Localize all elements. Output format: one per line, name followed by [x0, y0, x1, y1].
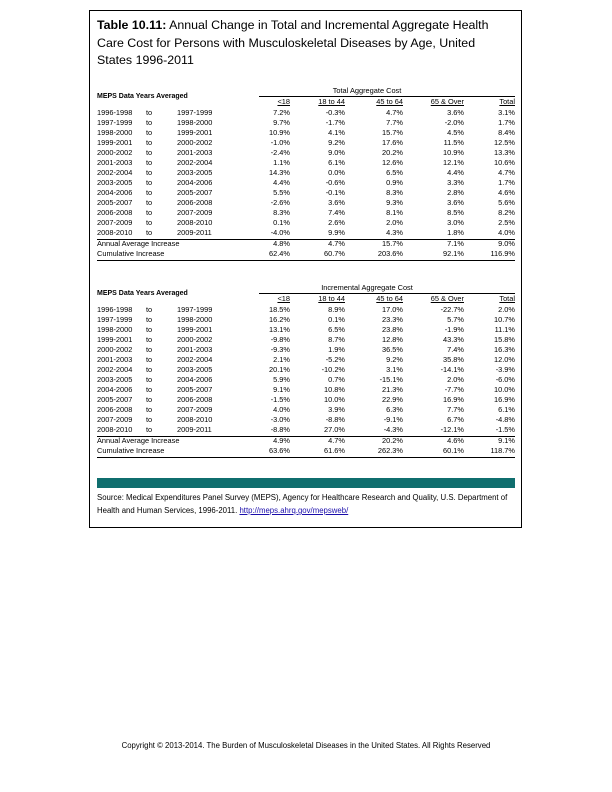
period-end: 2006-2008 [177, 395, 213, 404]
period-start: 2005-2007 [97, 395, 133, 404]
period-start: 1996-1998 [97, 108, 133, 117]
summary-cell: 60.7% [324, 249, 345, 258]
table-row [97, 128, 515, 138]
table-cell: 10.9% [269, 128, 290, 137]
summary-cell: 92.1% [443, 249, 464, 258]
table-cell: 6.1% [498, 405, 515, 414]
summary-row [97, 436, 515, 446]
table-cell: 8.9% [328, 305, 345, 314]
table-cell: 10.0% [494, 385, 515, 394]
table-cell: 35.8% [443, 355, 464, 364]
period-start: 1998-2000 [97, 128, 133, 137]
summary-cell: 118.7% [490, 446, 515, 455]
table-cell: -9.8% [270, 335, 290, 344]
table-cell: 5.6% [498, 198, 515, 207]
copyright-footer: Copyright © 2013-2014. The Burden of Musculoskeletal Diseases in the United States. All Rights Reserved [121, 741, 491, 750]
table-cell: 9.9% [328, 228, 345, 237]
table-bottom-rule [97, 457, 515, 458]
table-cell: -4.3% [383, 425, 403, 434]
period-to: to [146, 315, 153, 324]
period-end: 2003-2005 [177, 365, 213, 374]
summary-cell: 15.7% [382, 239, 403, 248]
table-cell: 8.4% [498, 128, 515, 137]
table-cell: 5.7% [447, 315, 464, 324]
table-cell: -2.6% [270, 198, 290, 207]
period-to: to [146, 405, 153, 414]
table-cell: 14.3% [269, 168, 290, 177]
period-end: 1997-1999 [177, 305, 213, 314]
table-cell: 0.7% [328, 375, 345, 384]
period-start: 2007-2009 [97, 415, 133, 424]
period-to: to [146, 188, 153, 197]
table-cell: 12.1% [443, 158, 464, 167]
table-cell: -10.2% [321, 365, 345, 374]
table-cell: 7.2% [273, 108, 290, 117]
table-row [97, 415, 515, 425]
period-to: to [146, 128, 153, 137]
source-text: Source: Medical Expenditures Panel Survey (MEPS), Agency for Healthcare Research and Quality, U.S. Department of Health and Human Services, 1996-2011. [97, 493, 508, 515]
period-end: 2001-2003 [177, 148, 213, 157]
table-cell: 15.8% [494, 335, 515, 344]
period-start: 2002-2004 [97, 365, 133, 374]
period-end: 2002-2004 [177, 355, 213, 364]
table-cell: 1.8% [447, 228, 464, 237]
table-cell: 6.7% [447, 415, 464, 424]
table-cell: 3.6% [447, 198, 464, 207]
period-start: 2006-2008 [97, 208, 133, 217]
table-cell: 4.7% [386, 108, 403, 117]
summary-cell: 4.9% [273, 436, 290, 445]
table-row [97, 335, 515, 345]
table-row [97, 188, 515, 198]
table-cell: -1.5% [495, 425, 515, 434]
table-row [97, 355, 515, 365]
table-row [97, 375, 515, 385]
summary-cell: 62.4% [269, 249, 290, 258]
table-cell: 22.9% [382, 395, 403, 404]
table-row [97, 305, 515, 315]
table-cell: 20.1% [269, 365, 290, 374]
period-end: 2000-2002 [177, 335, 213, 344]
table-cell: 16.9% [494, 395, 515, 404]
table-cell: 10.6% [494, 158, 515, 167]
period-to: to [146, 158, 153, 167]
period-end: 2001-2003 [177, 345, 213, 354]
period-start: 2008-2010 [97, 228, 133, 237]
period-to: to [146, 385, 153, 394]
table-cell: -9.1% [383, 415, 403, 424]
summary-cell: 63.6% [269, 446, 290, 455]
table-cell: 3.6% [447, 108, 464, 117]
table-cell: 13.3% [494, 148, 515, 157]
table-cell: -1.0% [270, 138, 290, 147]
table-cell: 2.8% [447, 188, 464, 197]
table-cell: 6.3% [386, 405, 403, 414]
table-cell: 18.5% [269, 305, 290, 314]
table-row [97, 228, 515, 238]
period-start: 1997-1999 [97, 118, 133, 127]
period-end: 2004-2006 [177, 178, 213, 187]
summary-label: Annual Average Increase [97, 436, 180, 445]
table-cell: 6.5% [328, 325, 345, 334]
table-cell: -1.5% [270, 395, 290, 404]
summary-cell: 20.2% [382, 436, 403, 445]
period-end: 2003-2005 [177, 168, 213, 177]
table-cell: 3.6% [328, 198, 345, 207]
period-end: 2004-2006 [177, 375, 213, 384]
period-start: 2001-2003 [97, 158, 133, 167]
period-start: 2000-2002 [97, 345, 133, 354]
table-cell: 1.9% [328, 345, 345, 354]
table-cell: -14.1% [440, 365, 464, 374]
table-cell: 12.5% [494, 138, 515, 147]
summary-cell: 4.6% [447, 436, 464, 445]
period-start: 2002-2004 [97, 168, 133, 177]
table-cell: -0.1% [325, 188, 345, 197]
column-header: 45 to 64 [376, 294, 403, 303]
summary-cell: 4.7% [328, 436, 345, 445]
summary-cell: 61.6% [324, 446, 345, 455]
period-end: 2006-2008 [177, 198, 213, 207]
summary-cell: 262.3% [377, 446, 403, 455]
teal-divider-band [97, 478, 515, 488]
table-cell: 4.0% [273, 405, 290, 414]
table-cell: -5.2% [325, 355, 345, 364]
row-header-label: MEPS Data Years Averaged [97, 290, 188, 297]
table-cell: 3.3% [447, 178, 464, 187]
table-cell: 8.3% [273, 208, 290, 217]
period-start: 1998-2000 [97, 325, 133, 334]
summary-label: Cumulative Increase [97, 446, 165, 455]
table-cell: 10.0% [324, 395, 345, 404]
period-to: to [146, 198, 153, 207]
period-to: to [146, 395, 153, 404]
table-row [97, 198, 515, 208]
table-cell: 16.2% [269, 315, 290, 324]
table-cell: 1.1% [273, 158, 290, 167]
summary-cell: 4.7% [328, 239, 345, 248]
table-cell: 0.9% [386, 178, 403, 187]
table-cell: 4.6% [498, 188, 515, 197]
table-cell: 12.8% [382, 335, 403, 344]
table-cell: 23.8% [382, 325, 403, 334]
period-to: to [146, 208, 153, 217]
table-cell: 4.3% [386, 228, 403, 237]
table-row [97, 158, 515, 168]
table-cell: 3.0% [447, 218, 464, 227]
table-cell: 4.1% [328, 128, 345, 137]
table-cell: 4.5% [447, 128, 464, 137]
table-cell: 8.2% [498, 208, 515, 217]
period-start: 1999-2001 [97, 335, 133, 344]
group-header: Incremental Aggregate Cost [321, 283, 413, 292]
period-end: 1999-2001 [177, 128, 213, 137]
table-cell: 7.7% [447, 405, 464, 414]
summary-cell: 60.1% [443, 446, 464, 455]
period-start: 2008-2010 [97, 425, 133, 434]
table-row [97, 425, 515, 435]
table-cell: 12.0% [494, 355, 515, 364]
period-to: to [146, 138, 153, 147]
summary-label: Cumulative Increase [97, 249, 165, 258]
summary-row [97, 249, 515, 259]
table-cell: 1.7% [498, 178, 515, 187]
period-start: 2006-2008 [97, 405, 133, 414]
table-cell: 9.3% [386, 198, 403, 207]
period-to: to [146, 218, 153, 227]
table-cell: 21.3% [382, 385, 403, 394]
table-cell: 23.3% [382, 315, 403, 324]
period-start: 2007-2009 [97, 218, 133, 227]
table-cell: -12.1% [440, 425, 464, 434]
column-header: Total [499, 294, 515, 303]
table-bottom-rule [97, 260, 515, 261]
table-cell: -1.9% [444, 325, 464, 334]
table-cell: -15.1% [379, 375, 403, 384]
source-link[interactable]: http://meps.ahrq.gov/mepsweb/ [239, 506, 349, 515]
table-row [97, 385, 515, 395]
table-cell: 5.5% [273, 188, 290, 197]
table-cell: -2.0% [444, 118, 464, 127]
table-row [97, 325, 515, 335]
source-note [97, 491, 515, 517]
table-row [97, 208, 515, 218]
table-title-text: Annual Change in Total and Incremental Aggregate Health Care Cost for Persons with Musculoskeletal Diseases by Age, United States 1996-2011 [97, 18, 489, 67]
column-header-row [97, 97, 515, 107]
table-cell: 8.5% [447, 208, 464, 217]
table-cell: 16.3% [494, 345, 515, 354]
table-cell: -1.7% [325, 118, 345, 127]
summary-cell: 116.9% [490, 249, 515, 258]
period-to: to [146, 325, 153, 334]
table-cell: 7.4% [447, 345, 464, 354]
period-end: 2008-2010 [177, 415, 213, 424]
table-cell: 4.7% [498, 168, 515, 177]
period-to: to [146, 365, 153, 374]
table-cell: 0.1% [273, 218, 290, 227]
column-header: <18 [277, 294, 290, 303]
table-cell: -7.7% [444, 385, 464, 394]
period-to: to [146, 228, 153, 237]
table-row [97, 178, 515, 188]
summary-row [97, 239, 515, 249]
table-cell: 20.2% [382, 148, 403, 157]
table-cell: 11.1% [494, 325, 515, 334]
column-header: 18 to 44 [318, 97, 345, 106]
period-start: 1996-1998 [97, 305, 133, 314]
column-header: 65 & Over [430, 97, 464, 106]
table-cell: 9.0% [328, 148, 345, 157]
table-number: Table 10.11: [97, 18, 167, 32]
table-cell: -4.8% [495, 415, 515, 424]
period-end: 2002-2004 [177, 158, 213, 167]
summary-cell: 7.1% [447, 239, 464, 248]
period-end: 2000-2002 [177, 138, 213, 147]
table-row [97, 405, 515, 415]
summary-cell: 203.6% [377, 249, 403, 258]
period-start: 2003-2005 [97, 178, 133, 187]
group-header: Total Aggregate Cost [332, 86, 402, 95]
table-cell: 12.6% [382, 158, 403, 167]
table-cell: 43.3% [443, 335, 464, 344]
period-to: to [146, 355, 153, 364]
table-cell: 9.2% [386, 355, 403, 364]
table-cell: 9.1% [273, 385, 290, 394]
table-cell: 27.0% [324, 425, 345, 434]
period-to: to [146, 425, 153, 434]
table-row [97, 168, 515, 178]
period-to: to [146, 108, 153, 117]
period-start: 1999-2001 [97, 138, 133, 147]
summary-label: Annual Average Increase [97, 239, 180, 248]
table-cell: 0.1% [328, 315, 345, 324]
table-cell: 36.5% [382, 345, 403, 354]
period-to: to [146, 375, 153, 384]
period-start: 2001-2003 [97, 355, 133, 364]
period-end: 2009-2011 [177, 425, 212, 434]
period-start: 2004-2006 [97, 385, 133, 394]
period-end: 2007-2009 [177, 405, 213, 414]
period-end: 1999-2001 [177, 325, 213, 334]
period-end: 2007-2009 [177, 208, 213, 217]
table-cell: 3.9% [328, 405, 345, 414]
table-cell: 9.7% [273, 118, 290, 127]
table-row [97, 148, 515, 158]
table-cell: 17.6% [382, 138, 403, 147]
table-cell: 16.9% [443, 395, 464, 404]
table-cell: 2.1% [273, 355, 290, 364]
table-cell: 3.1% [386, 365, 403, 374]
table-row [97, 108, 515, 118]
column-header: 18 to 44 [318, 294, 345, 303]
period-start: 2000-2002 [97, 148, 133, 157]
period-start: 2004-2006 [97, 188, 133, 197]
table-cell: 5.9% [273, 375, 290, 384]
table-row [97, 365, 515, 375]
table-cell: 2.5% [498, 218, 515, 227]
table-cell: 11.5% [443, 138, 464, 147]
summary-cell: 9.1% [498, 436, 515, 445]
table-cell: 7.4% [328, 208, 345, 217]
period-start: 1997-1999 [97, 315, 133, 324]
table-row [97, 315, 515, 325]
column-header: Total [499, 97, 515, 106]
table-cell: -3.9% [495, 365, 515, 374]
table-cell: -22.7% [440, 305, 464, 314]
table-row [97, 138, 515, 148]
table-cell: 8.1% [386, 208, 403, 217]
period-end: 2008-2010 [177, 218, 213, 227]
table-row [97, 218, 515, 228]
period-end: 2009-2011 [177, 228, 212, 237]
table-cell: 2.6% [328, 218, 345, 227]
column-header-row [97, 294, 515, 304]
table-cell: 2.0% [386, 218, 403, 227]
period-to: to [146, 178, 153, 187]
period-end: 2005-2007 [177, 385, 213, 394]
table-cell: 2.0% [447, 375, 464, 384]
table-cell: 17.0% [382, 305, 403, 314]
table-cell: 4.4% [273, 178, 290, 187]
table-cell: 7.7% [386, 118, 403, 127]
table-cell: -3.0% [270, 415, 290, 424]
column-header: 65 & Over [430, 294, 464, 303]
period-to: to [146, 148, 153, 157]
period-start: 2003-2005 [97, 375, 133, 384]
table-cell: -0.3% [325, 108, 345, 117]
table-cell: 10.8% [324, 385, 345, 394]
table-cell: -2.4% [270, 148, 290, 157]
table-cell: 9.2% [328, 138, 345, 147]
summary-cell: 9.0% [498, 239, 515, 248]
table-cell: 13.1% [269, 325, 290, 334]
table-cell: -6.0% [495, 375, 515, 384]
table-cell: 10.7% [494, 315, 515, 324]
table-cell: -8.8% [270, 425, 290, 434]
table-cell: 10.9% [443, 148, 464, 157]
table-cell: 2.0% [498, 305, 515, 314]
table-row [97, 395, 515, 405]
table-cell: 8.3% [386, 188, 403, 197]
table-cell: 3.1% [498, 108, 515, 117]
table-row [97, 345, 515, 355]
table-cell: 15.7% [382, 128, 403, 137]
table-cell: -8.8% [325, 415, 345, 424]
summary-row [97, 446, 515, 456]
period-to: to [146, 305, 153, 314]
table-cell: -9.3% [270, 345, 290, 354]
table-cell: 4.0% [498, 228, 515, 237]
table-cell: 6.5% [386, 168, 403, 177]
table-cell: 8.7% [328, 335, 345, 344]
period-end: 1998-2000 [177, 315, 213, 324]
period-to: to [146, 168, 153, 177]
period-start: 2005-2007 [97, 198, 133, 207]
table-cell: 6.1% [328, 158, 345, 167]
period-end: 2005-2007 [177, 188, 213, 197]
period-to: to [146, 345, 153, 354]
table-title [97, 17, 512, 70]
table-row [97, 118, 515, 128]
table-cell: -4.0% [270, 228, 290, 237]
table-cell: 1.7% [498, 118, 515, 127]
period-to: to [146, 118, 153, 127]
table-cell: 0.0% [328, 168, 345, 177]
period-end: 1998-2000 [177, 118, 213, 127]
table-cell: 4.4% [447, 168, 464, 177]
period-to: to [146, 415, 153, 424]
table-cell: -0.6% [325, 178, 345, 187]
summary-cell: 4.8% [273, 239, 290, 248]
period-end: 1997-1999 [177, 108, 213, 117]
column-header: 45 to 64 [376, 97, 403, 106]
row-header-label: MEPS Data Years Averaged [97, 93, 188, 100]
period-to: to [146, 335, 153, 344]
column-header: <18 [277, 97, 290, 106]
